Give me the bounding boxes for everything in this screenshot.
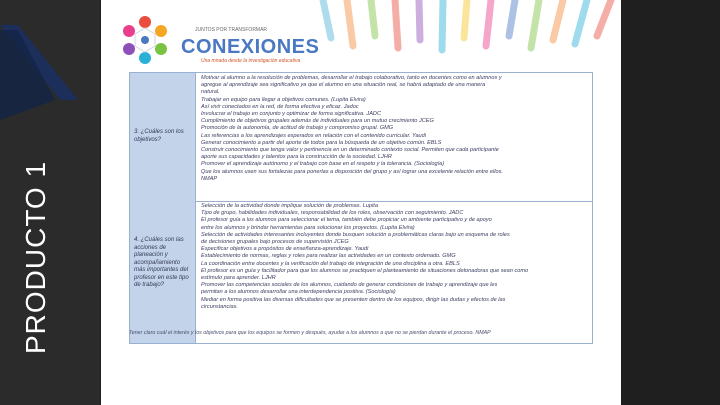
answer-line: Especificar objetivos a propósitos de enseñanza-aprendizaje. Yaudi <box>201 246 369 253</box>
answer-list <box>201 203 588 311</box>
answer-line: Que los alumnos usen sus fortalezas para ponerlas a disposición del grupo y así lograr una excelente relación entre ellos. <box>201 168 503 175</box>
answer-line: Así vivir conectados en la red, de forma efectiva y eficaz. Jadoc <box>201 103 359 110</box>
side-label-producto: PRODUCTO 1 <box>20 160 51 354</box>
left-side-panel <box>0 0 100 405</box>
table-row <box>130 73 592 202</box>
answer-line: de decisiones grupales bajo procesos de supervisión JCEG <box>201 239 349 246</box>
answer-line: Tipo de grupo, habilidades individuales, responsabilidad de los roles, observación con seguimiento. JADC <box>201 210 464 217</box>
answer-line: Trabajar en equipo para llegar a objetivos comunes. (Lupita Elvira) <box>201 96 366 103</box>
colored-pencils-decoration <box>313 0 621 70</box>
logo-subtitle: Una mirada desde la investigación educativa <box>201 58 301 64</box>
answer-line: Selección de actividades interesantes incluyentes donde busquen solución a problemáticas claras bajo un esquema de roles <box>201 231 510 238</box>
question-cell <box>130 73 196 201</box>
right-side-panel <box>622 0 720 405</box>
question-text: 3. ¿Cuáles son los objetivos? <box>134 129 184 143</box>
answer-line: permitan a los alumnos desarrollar una interdependencia positiva. (Sociología) <box>201 289 396 296</box>
answer-line: Motivar al alumno a la resolución de problemas, desarrollar el trabajo colaborativo, tanto en docentes como en alumnos y <box>201 75 502 81</box>
answer-line: El profesor guía a los alumnos para seleccionar el tema, también debe propiciar un ambiente participativo y de apoyo <box>201 217 492 224</box>
answer-line: Mediar en forma positiva las diversas dificultades que se presenten dentro de los equipos, dirigir las dudas y efectos de las <box>201 296 506 303</box>
answer-line: Construir conocimiento que tenga valor y pertinencia en un determinado contexto social. Permiten que cada participante <box>201 147 499 154</box>
answer-line: estímulo para aprender. LJHR <box>201 275 276 282</box>
question-text: 4. ¿Cuáles son las acciones de planeación y acompañamiento más importantes del profesor en este tipo de trabajo? <box>134 237 189 288</box>
answer-list <box>201 75 588 183</box>
answer-line: Cumplimiento de objetivos grupales además de individuales para un mutuo crecimiento JCEG <box>201 118 434 125</box>
answer-line: Involucrar el trabajo en conjunto y optimizar de forma significativa. JADC <box>201 111 382 118</box>
answer-line: Promover el aprendizaje autónomo y el trabajo con base en el respeto y la tolerancia. (Sociología) <box>201 161 445 168</box>
logo-top-text: JUNTOS POR TRANSFORMAR <box>195 27 268 33</box>
answer-line: Establecimiento de normas, reglas y roles para realizar las actividades en un contexto ordenado. GMG <box>201 253 456 260</box>
answer-line: natural. <box>201 89 220 96</box>
answer-line: circunstancias. <box>201 303 238 310</box>
objectives-table <box>129 72 593 344</box>
slide-content <box>101 0 621 405</box>
answer-cell <box>197 73 592 201</box>
answer-line: entre los alumnos y brindar herramientas para solucionar los proyectos. (Lupita Elvira) <box>201 224 415 231</box>
footer-note: Tener claro cuál el interés y los objetivos para que los equipos se formen y después, ayudar a los alumnos a que no se pierdan durante el proceso. NMAP <box>129 330 491 336</box>
answer-line: NMAP <box>201 175 218 182</box>
answer-line: aporte sus capacidades y talentos para la construcción de la sociedad. LJHR <box>201 154 392 161</box>
conexiones-logo <box>115 12 320 68</box>
answer-line: La coordinación entre docentes y la verificación del trabajo de integración de una disciplina a otra. EBLS <box>201 260 460 267</box>
answer-line: agregue al aprendizaje sea significativo ya que el alumno en una situación real, se habrá adaptado de una manera <box>201 82 486 89</box>
answer-line: Las referencias a los aprendizajes esperados en relación con el contenido curricular. Yaudi <box>201 132 427 139</box>
answer-cell <box>197 201 592 343</box>
answer-line: El profesor es un guía y facilitador para que los alumnos se practiquen el planteamiento de situaciones detonadoras que sean como <box>201 267 529 274</box>
logo-title: CONEXIONES <box>181 36 320 58</box>
answer-line: Generar conocimiento a partir del aporte de todos para la búsqueda de un objetivo común. EBLS <box>201 139 442 146</box>
answer-line: Selección de la actividad donde implique solución de problemas. Lupita <box>201 203 378 209</box>
answer-line: Promover las competencias sociales de los alumnos, cuidando de generar condiciones de trabajo y aprendizaje que les <box>201 282 498 289</box>
question-cell <box>130 201 196 343</box>
logo-hexagon-icon <box>115 12 175 68</box>
table-row <box>130 201 592 343</box>
answer-line: Promoción de la autonomía, de actitud de trabajo y compromiso grupal. GMG <box>201 125 394 132</box>
